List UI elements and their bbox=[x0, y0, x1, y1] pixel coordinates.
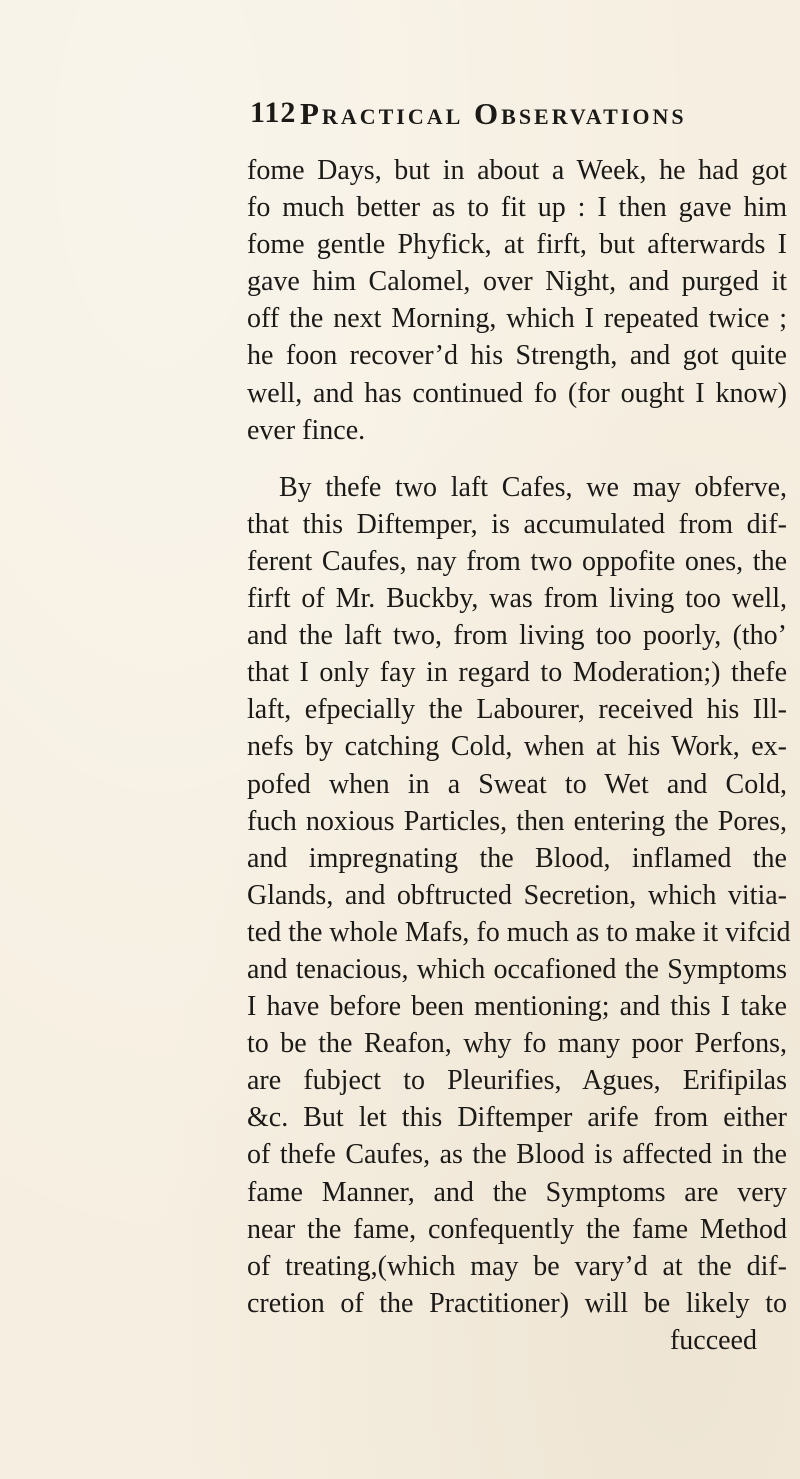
text-line: Glands, and obftructed Secretion, which vitia- bbox=[247, 879, 787, 911]
text-line: and tenacious, which occafioned the Symptoms bbox=[247, 953, 787, 985]
text-line: are fubject to Pleurifies, Agues, Erifipilas bbox=[247, 1065, 787, 1097]
text-line: near the fame, confequently the fame Method bbox=[247, 1213, 787, 1245]
text-line: and the laft two, from living too poorly, (tho’ bbox=[247, 620, 787, 652]
paragraph-gap bbox=[247, 449, 787, 469]
paragraph-1 bbox=[247, 152, 787, 449]
running-head: Practical Observations bbox=[300, 96, 687, 131]
page-header bbox=[250, 96, 770, 136]
body-text bbox=[247, 152, 791, 1359]
text-line: fo much better as to fit up : I then gave him bbox=[247, 192, 787, 224]
text-line: fome Days, but in about a Week, he had got bbox=[247, 155, 787, 186]
text-line: fuch noxious Particles, then entering the Pores, bbox=[247, 805, 787, 837]
catchword: fucceed bbox=[669, 1324, 757, 1356]
text-line: By thefe two laft Cafes, we may obferve, bbox=[279, 471, 787, 503]
text-line: of treating,(which may be vary’d at the dif- bbox=[247, 1250, 787, 1282]
text-line: laft, efpecially the Labourer, received his Ill- bbox=[247, 694, 787, 726]
text-line: cretion of the Practitioner) will be likely to bbox=[247, 1287, 787, 1319]
text-line: and impregnating the Blood, inflamed the bbox=[247, 842, 787, 874]
text-line: nefs by catching Cold, when at his Work, ex- bbox=[247, 731, 787, 763]
text-line: of thefe Caufes, as the Blood is affected in the bbox=[247, 1139, 787, 1171]
text-line: I have before been mentioning; and this I take bbox=[247, 991, 787, 1023]
text-line: to be the Reafon, why fo many poor Perfons, bbox=[247, 1028, 787, 1060]
paragraph-2 bbox=[247, 469, 791, 1359]
text-line: well, and has continued fo (for ought I know) bbox=[247, 377, 787, 409]
text-line: ferent Caufes, nay from two oppofite ones, the bbox=[247, 545, 787, 577]
page-number: 112 bbox=[250, 96, 297, 129]
text-line: ever fince. bbox=[247, 414, 366, 446]
text-line: that this Diftemper, is accumulated from dif- bbox=[247, 508, 787, 540]
text-line: he foon recover’d his Strength, and got quite bbox=[247, 340, 787, 372]
text-line: off the next Morning, which I repeated twice ; bbox=[247, 303, 787, 335]
text-line: pofed when in a Sweat to Wet and Cold, bbox=[247, 768, 787, 800]
text-line: &c. But let this Diftemper arife from either bbox=[247, 1102, 787, 1134]
text-line: fome gentle Phyfick, at firft, but afterwards I bbox=[247, 229, 787, 261]
text-line: gave him Calomel, over Night, and purged it bbox=[247, 266, 787, 298]
text-line: ted the whole Mafs, fo much as to make it vifcid bbox=[247, 916, 791, 948]
text-line: firft of Mr. Buckby, was from living too well, bbox=[247, 583, 787, 615]
text-line: fame Manner, and the Symptoms are very bbox=[247, 1176, 787, 1208]
text-line: that I only fay in regard to Moderation;) thefe bbox=[247, 657, 787, 689]
